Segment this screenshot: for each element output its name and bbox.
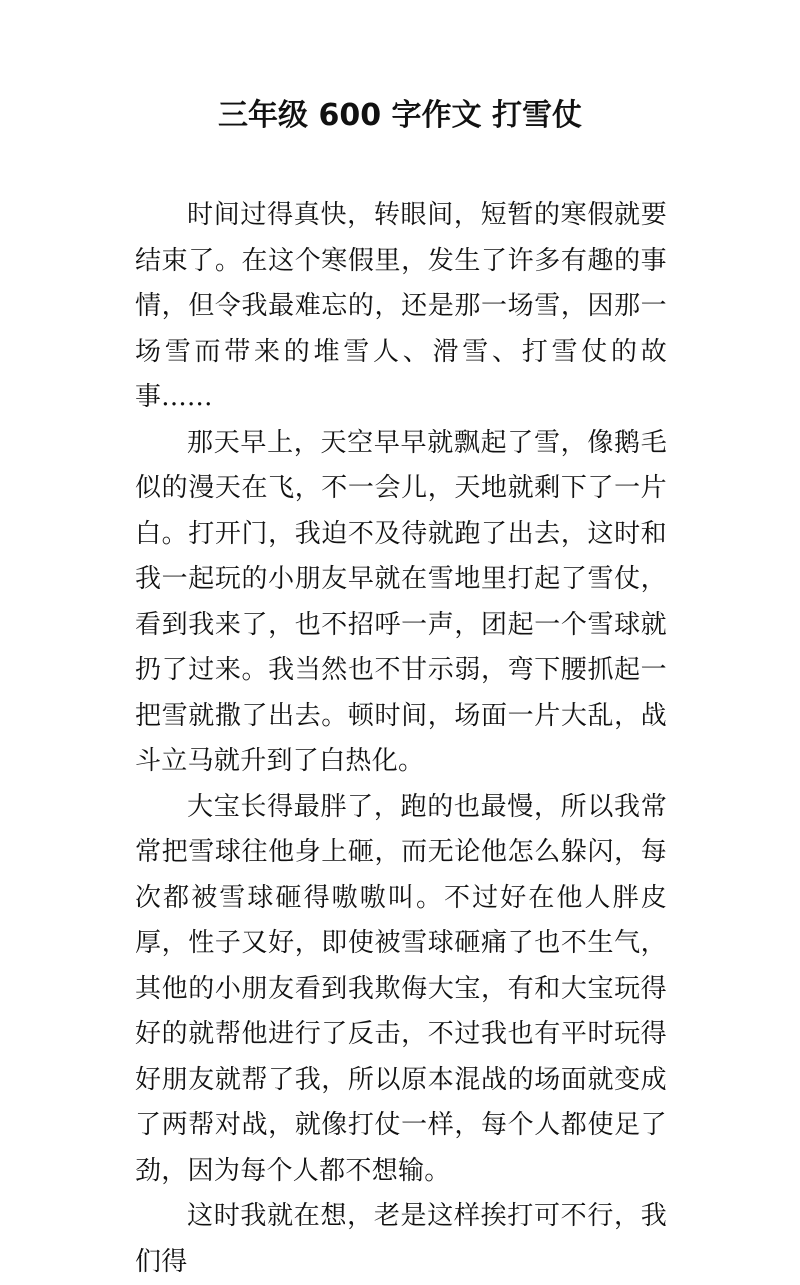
paragraph-1: 时间过得真快，转眼间，短暂的寒假就要结束了。在这个寒假里，发生了许多有趣的事情，但令我最难忘的，还是那一场雪，因那一场雪而带来的堆雪人、滑雪、打雪仗的故事......	[135, 200, 667, 412]
paragraph-2: 那天早上，天空早早就飘起了雪，像鹅毛似的漫天在飞，不一会儿，天地就剩下了一片白。打开门，我迫不及待就跑了出去，这时和我一起玩的小朋友早就在雪地里打起了雪仗，看到我来了，也不招呼一声，团起一个雪球就扔了过来。我当然也不甘示弱，弯下腰抓起一把雪就撒了出去。顿时间，场面一片大乱，战斗立马就升到了白热化。	[135, 427, 667, 776]
paragraph-4: 这时我就在想，老是这样挨打可不行，我们得	[135, 1201, 667, 1277]
paragraph-3: 大宝长得最胖了，跑的也最慢，所以我常常把雪球往他身上砸，而无论他怎么躲闪，每次都被雪球砸得嗷嗷叫。不过好在他人胖皮厚，性子又好，即使被雪球砸痛了也不生气，其他的小朋友看到我欺侮大宝，有和大宝玩得好的就帮他进行了反击，不过我也有平时玩得好朋友就帮了我，所以原本混战的场面就变成了两帮对战，就像打仗一样，每个人都使足了劲，因为每个人都不想输。	[135, 791, 667, 1186]
page-title: 三年级 600 字作文 打雪仗	[218, 98, 582, 133]
essay-body	[135, 193, 667, 1285]
